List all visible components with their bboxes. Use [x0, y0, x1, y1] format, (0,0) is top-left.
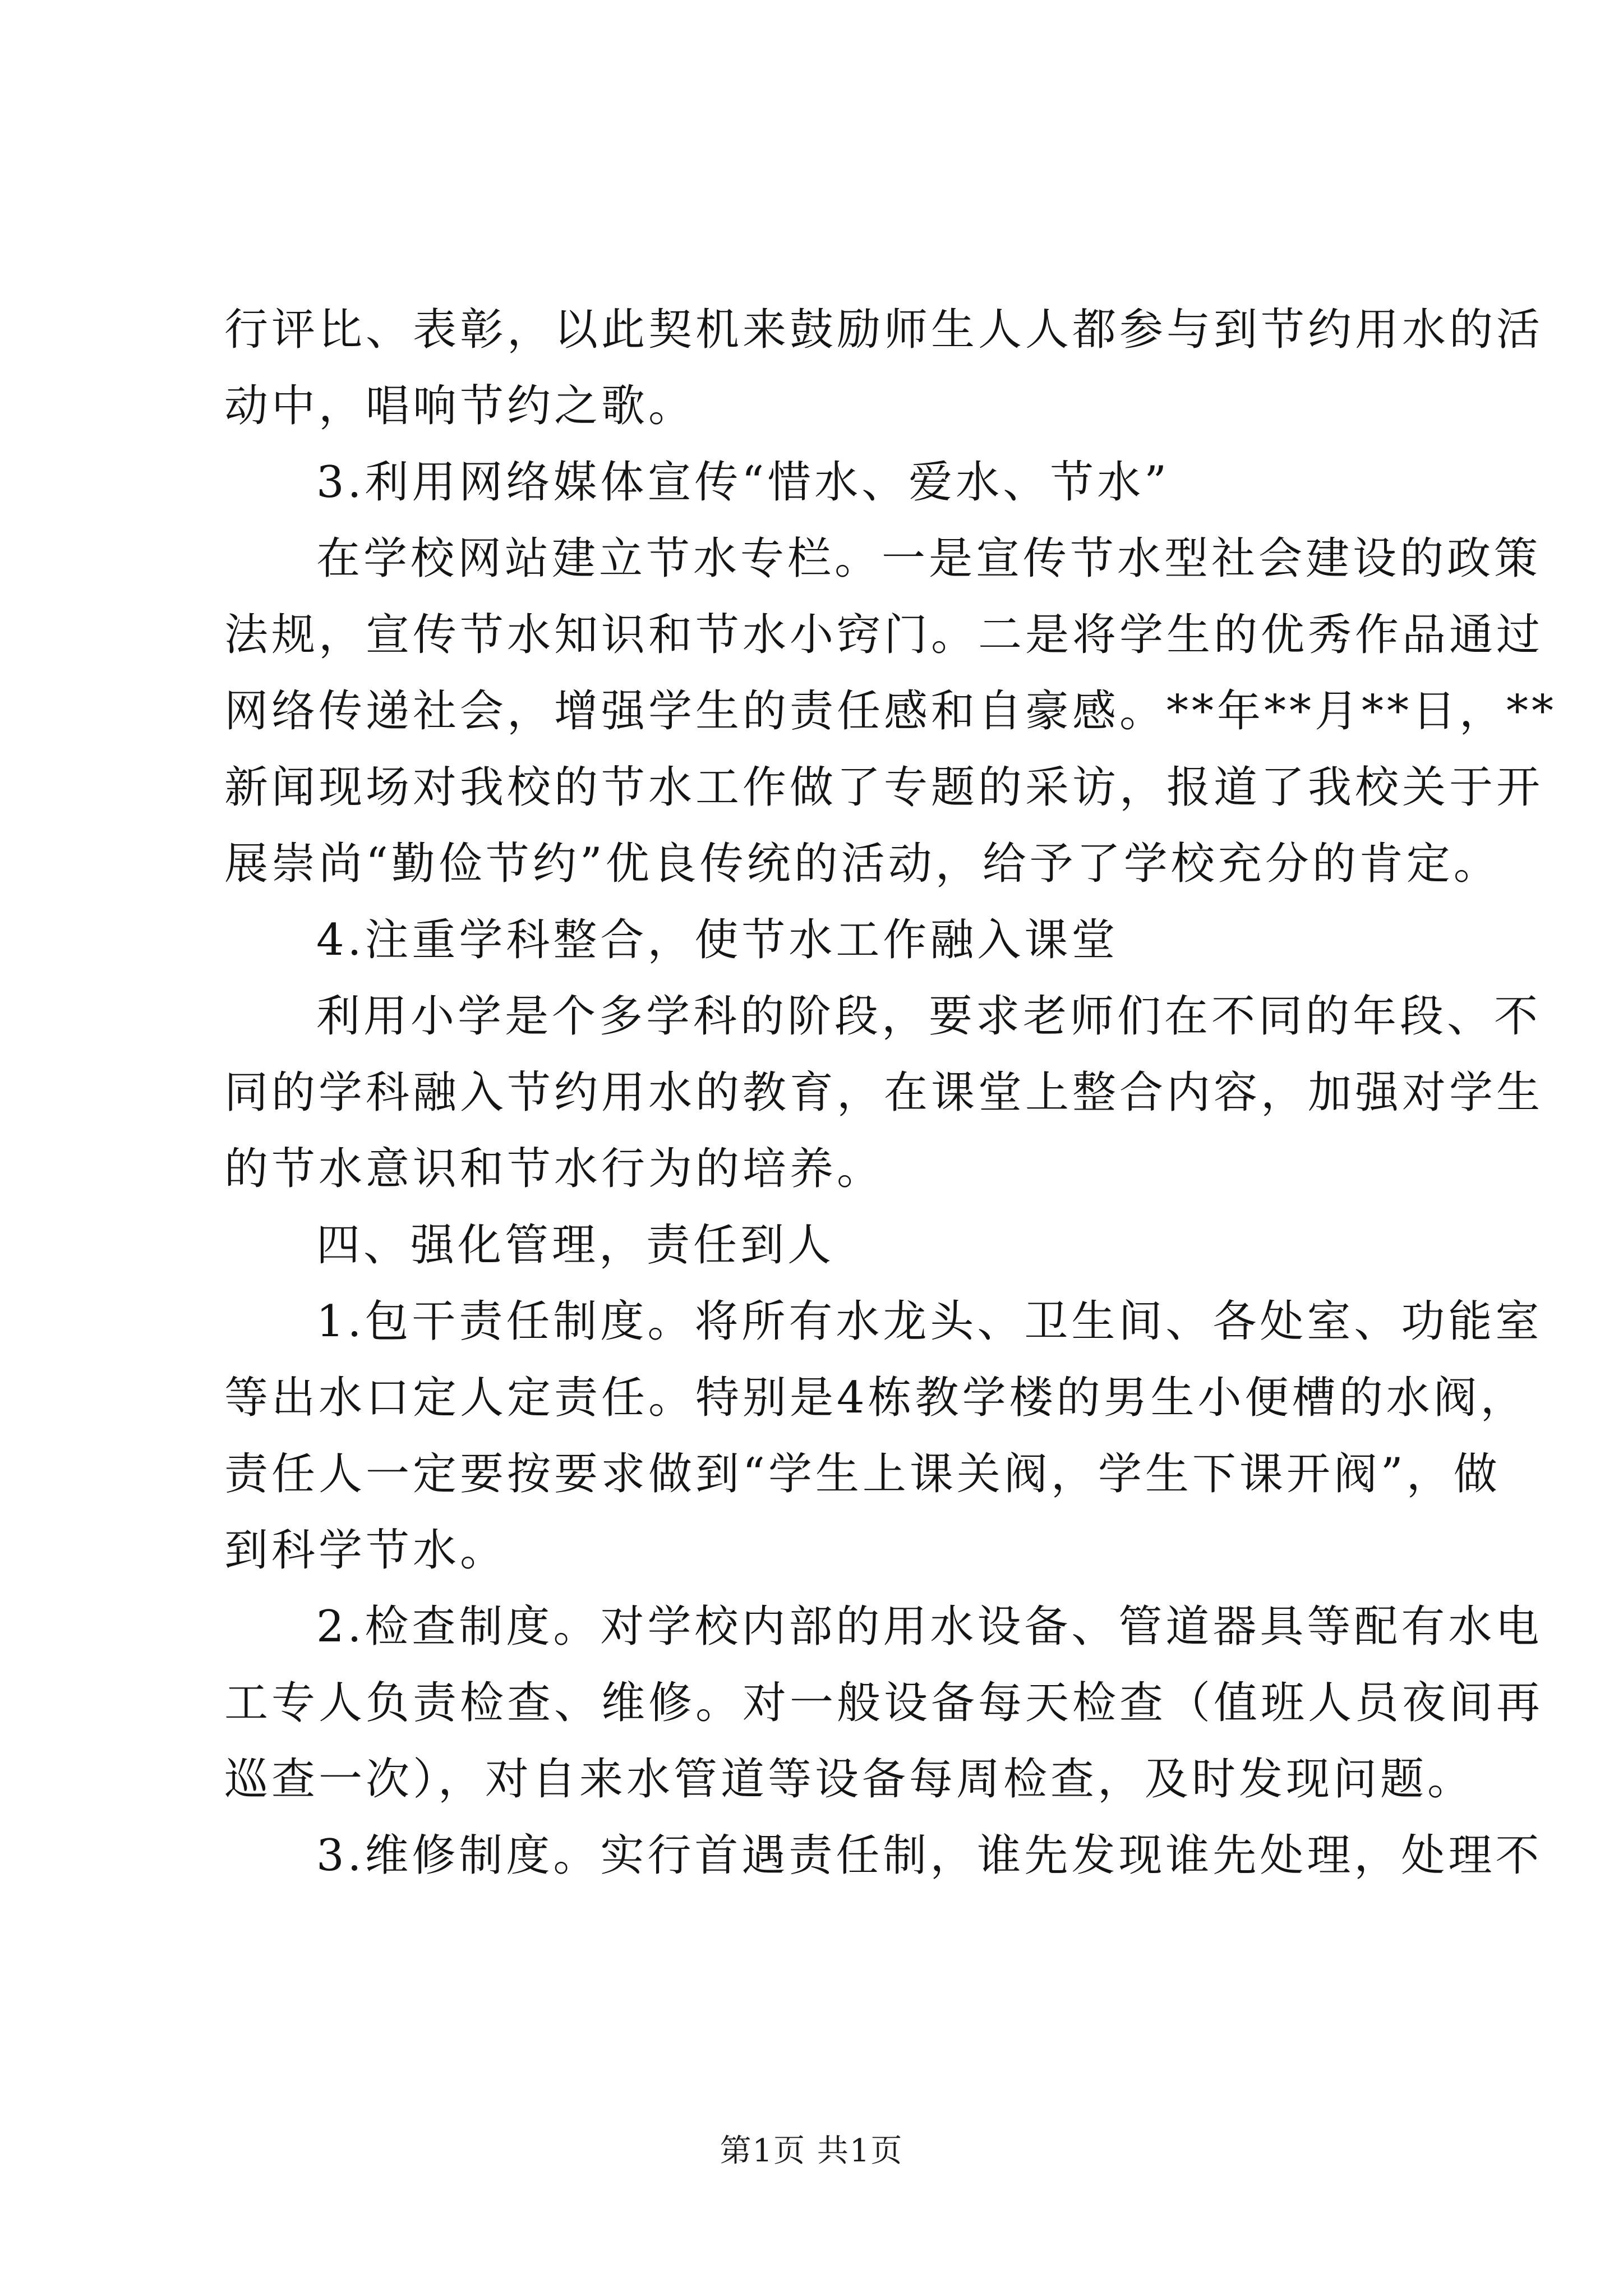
text-line: 责任人一定要按要求做到“学生上课关阀，学生下课开阀”，做 — [224, 1449, 1501, 1499]
text-line: 在学校网站建立节水专栏。一是宣传节水型社会建设的政策 — [316, 533, 1542, 584]
text-line: 工专人负责检查、维修。对一般设备每天检查（值班人员夜间再 — [224, 1678, 1544, 1728]
text-line: 到科学节水。 — [224, 1525, 508, 1576]
text-line: 网络传递社会，增强学生的责任感和自豪感。**年**月**日，** — [224, 686, 1557, 737]
document-body — [224, 292, 1557, 1894]
text-line: 的节水意识和节水行为的培养。 — [224, 1144, 884, 1194]
text-line: 1.包干责任制度。将所有水龙头、卫生间、各处室、功能室 — [316, 1296, 1543, 1347]
text-line: 2.检查制度。对学校内部的用水设备、管道器具等配有水电 — [316, 1602, 1543, 1652]
text-line: 行评比、表彰，以此契机来鼓励师生人人都参与到节约用水的活 — [224, 305, 1544, 355]
section-heading: 四、强化管理，责任到人 — [316, 1220, 835, 1271]
section-heading: 4.注重学科整合，使节水工作融入课堂 — [316, 915, 1119, 965]
text-line: 新闻现场对我校的节水工作做了专题的采访，报道了我校关于开 — [224, 762, 1544, 813]
text-line: 动中，唱响节约之歌。 — [224, 381, 696, 431]
section-heading: 3.利用网络媒体宣传“惜水、爱水、节水” — [316, 457, 1170, 508]
text-line: 巡查一次），对自来水管道等设备每周检查，及时发现问题。 — [224, 1754, 1475, 1805]
text-line: 等出水口定人定责任。特别是4栋教学楼的男生小便槽的水阀， — [224, 1373, 1528, 1423]
text-line: 3.维修制度。实行首遇责任制，谁先发现谁先处理，处理不 — [316, 1830, 1543, 1881]
text-line: 法规，宣传节水知识和节水小窍门。二是将学生的优秀作品通过 — [224, 610, 1544, 660]
text-line: 利用小学是个多学科的阶段，要求老师们在不同的年段、不 — [316, 991, 1542, 1042]
text-line: 展崇尚“勤俭节约”优良传统的活动，给予了学校充分的肯定。 — [224, 839, 1501, 889]
page-number-label: 第1页 共1页 — [720, 2133, 903, 2169]
page-footer — [0, 2126, 1623, 2171]
text-line: 同的学科融入节约用水的教育，在课堂上整合内容，加强对学生 — [224, 1068, 1544, 1118]
